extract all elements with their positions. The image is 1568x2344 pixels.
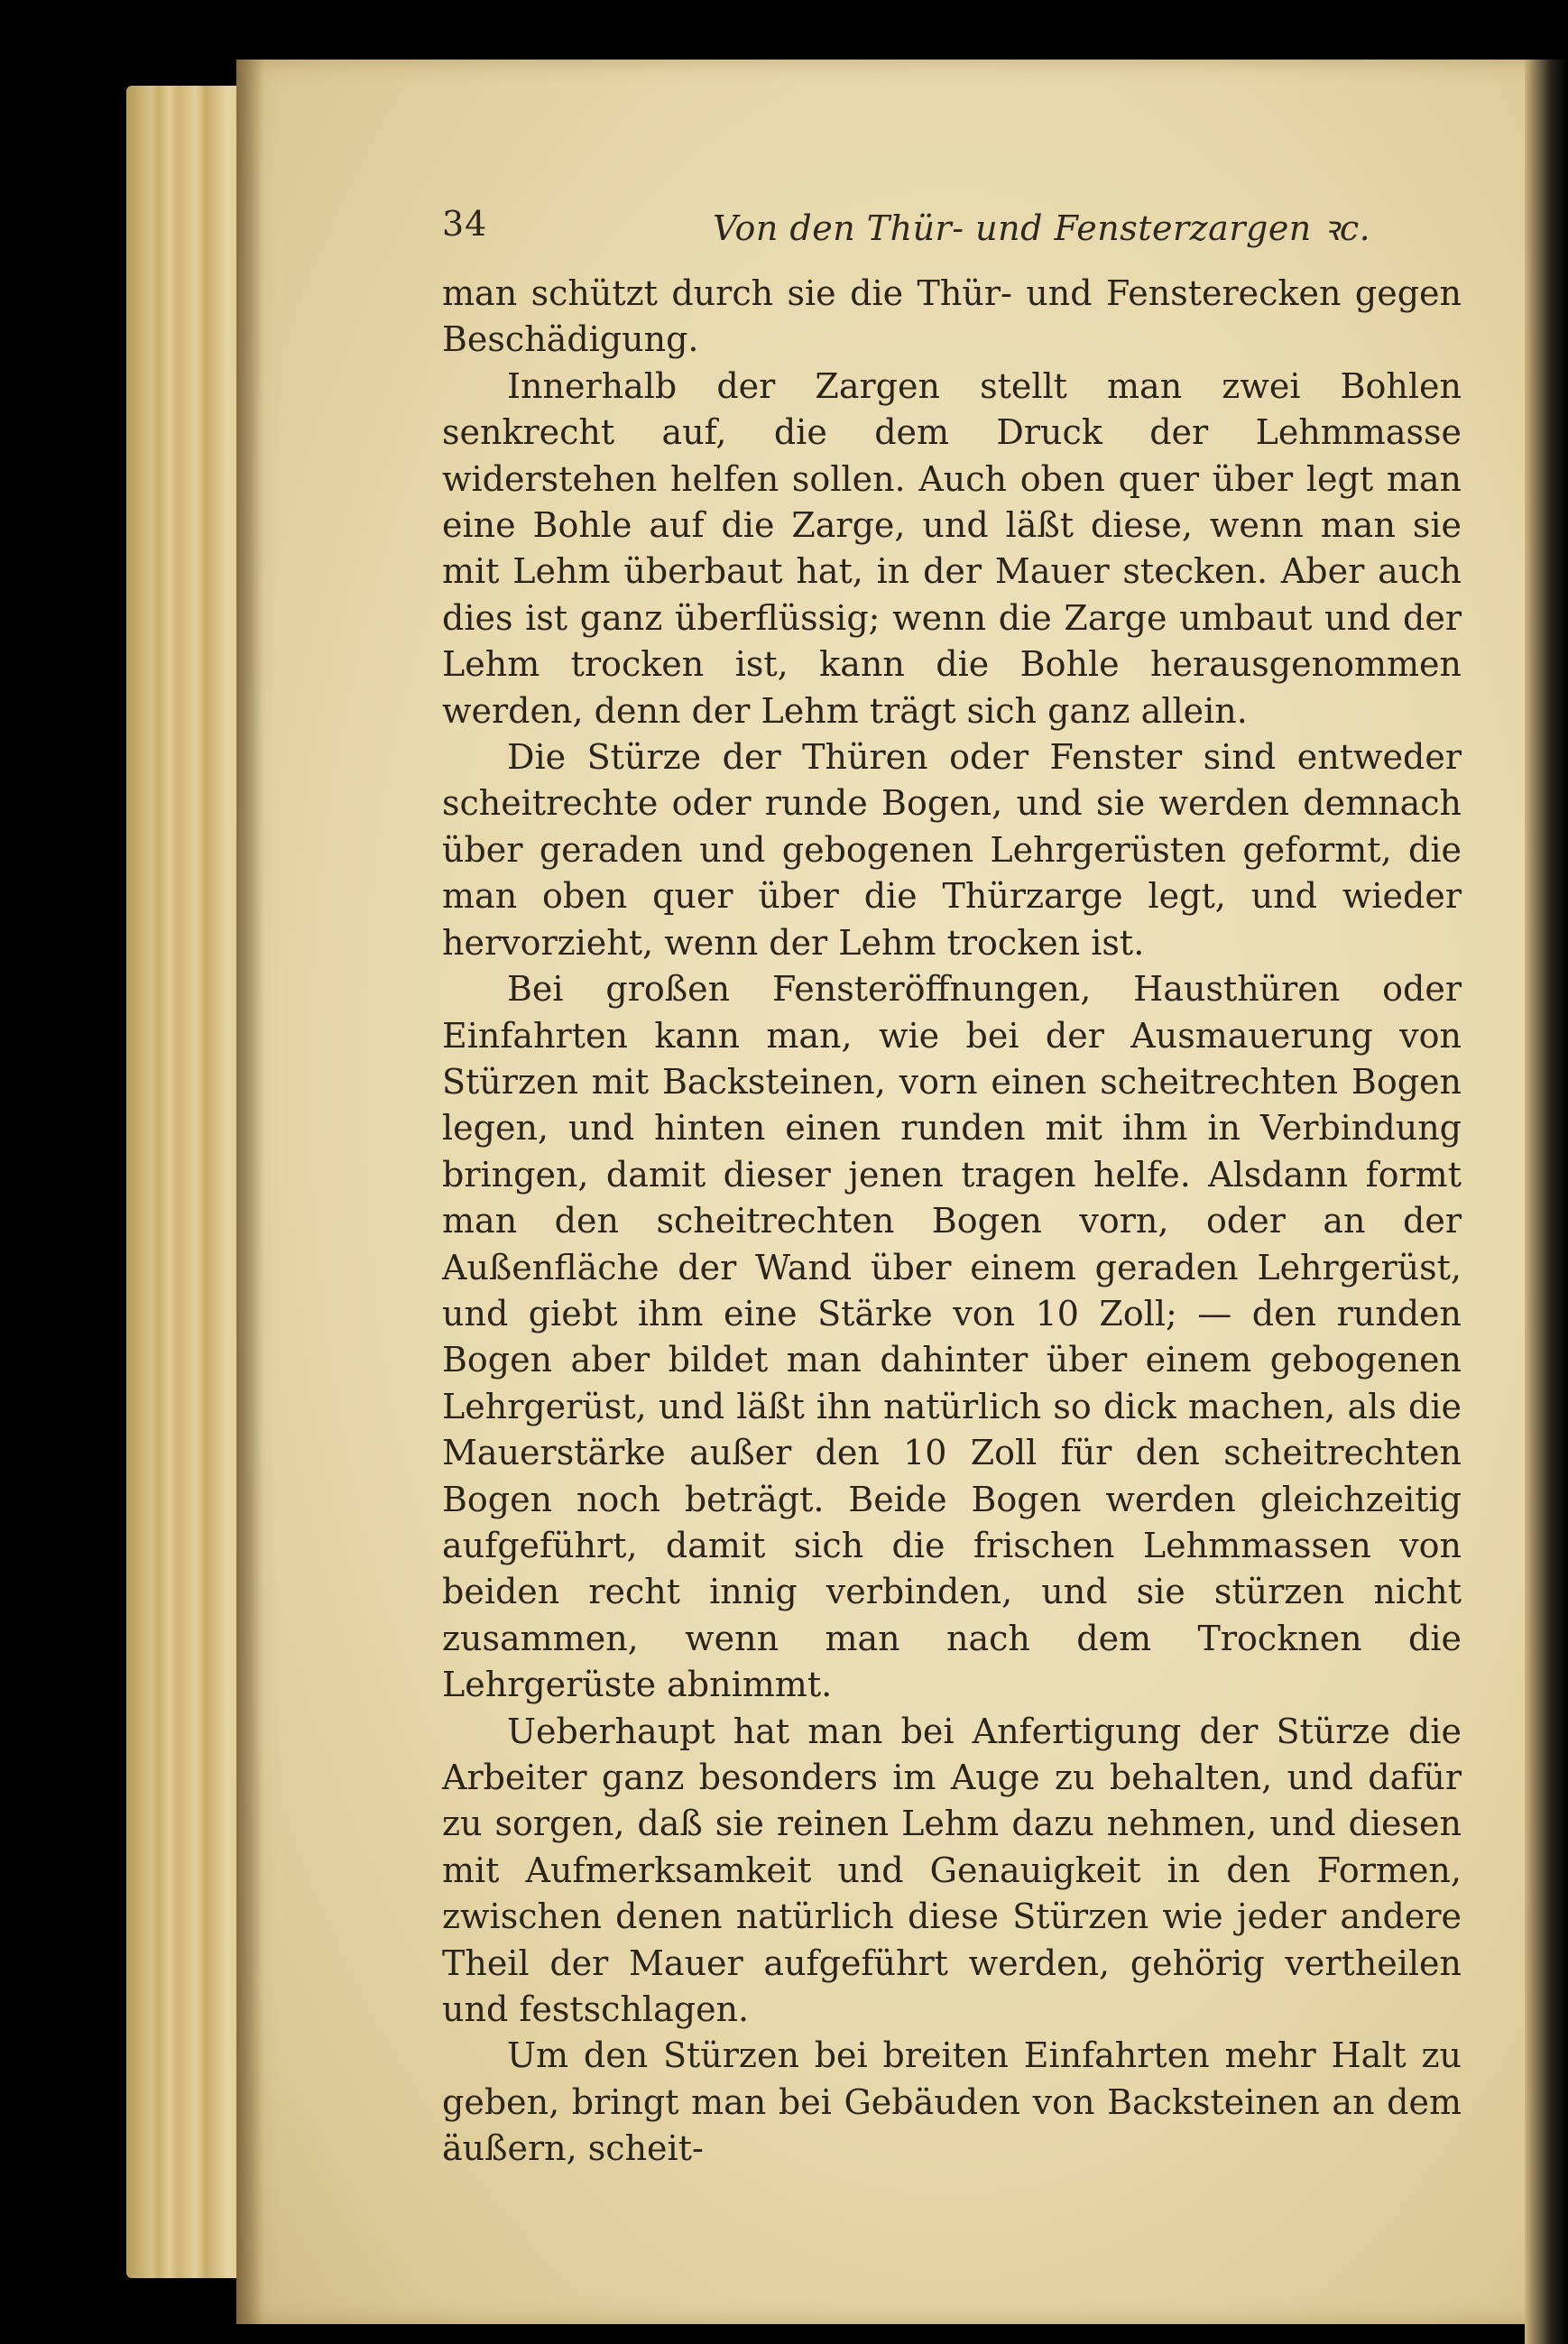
page-right-edge bbox=[1525, 60, 1568, 2344]
paragraph: Innerhalb der Zargen stellt man zwei Bohlen senkrecht auf, die dem Druck der Lehmmasse widerstehen helfen sollen. Auch oben quer über legt man eine Bohle auf die Zarge, und läßt diese, wenn man sie mit Lehm überbaut hat, in der Mauer stecken. Aber auch dies ist ganz überflüssig; wenn die Zarge umbaut und der Lehm trocken ist, kann die Bohle herausgenommen werden, denn der Lehm trägt sich ganz allein. bbox=[442, 365, 1462, 731]
paragraph: Ueberhaupt hat man bei Anfertigung der Stürze die Arbeiter ganz besonders im Auge zu behalten, und dafür zu sorgen, daß sie reinen Lehm dazu nehmen, und diesen mit Aufmerksamkeit und Genauigkeit in den Formen, zwischen denen natürlich diese Stürzen wie jeder andere Theil der Mauer aufgeführt werden, gehörig vertheilen und festschlagen. bbox=[442, 1711, 1462, 2030]
running-title: Von den Thür- und Fensterzargen ꝛc. bbox=[713, 208, 1371, 248]
paragraph: man schützt durch sie die Thür- und Fensterecken gegen Beschädigung. bbox=[442, 273, 1462, 360]
body-text bbox=[442, 271, 1462, 2173]
paragraph: Die Stürze der Thüren oder Fenster sind entweder scheitrechte oder runde Bogen, und sie werden demnach über geraden und gebogenen Lehrgerüsten geformt, die man oben quer über die Thürzarge legt, und wieder hervorzieht, wenn der Lehm trocken ist. bbox=[442, 737, 1462, 963]
gutter-shadow bbox=[236, 60, 263, 2324]
page-number: 34 bbox=[442, 204, 488, 244]
paragraph: Um den Stürzen bei breiten Einfahrten mehr Halt zu geben, bringt man bei Gebäuden von Backsteinen an dem äußern, scheit- bbox=[442, 2035, 1462, 2169]
page-header bbox=[442, 204, 1462, 254]
paragraph: Bei großen Fensteröffnungen, Hausthüren oder Einfahrten kann man, wie bei der Ausmauerung von Stürzen mit Backsteinen, vorn einen scheitrechten Bogen legen, und hinten einen runden mit ihm in Verbindung bringen, damit dieser jenen tragen helfe. Alsdann formt man den scheitrechten Bogen vorn, oder an der Außenfläche der Wand über einem geraden Lehrgerüst, und giebt ihm eine Stärke von 10 Zoll; — den runden Bogen aber bildet man dahinter über einem gebogenen Lehrgerüst, und läßt ihn natürlich so dick machen, als die Mauerstärke außer den 10 Zoll für den scheitrechten Bogen noch beträgt. Beide Bogen werden gleichzeitig aufgeführt, damit sich die frischen Lehmmassen von beiden recht innig verbinden, und sie stürzen nicht zusammen, wenn man nach dem Trocknen die Lehrgerüste abnimmt. bbox=[442, 969, 1462, 1705]
